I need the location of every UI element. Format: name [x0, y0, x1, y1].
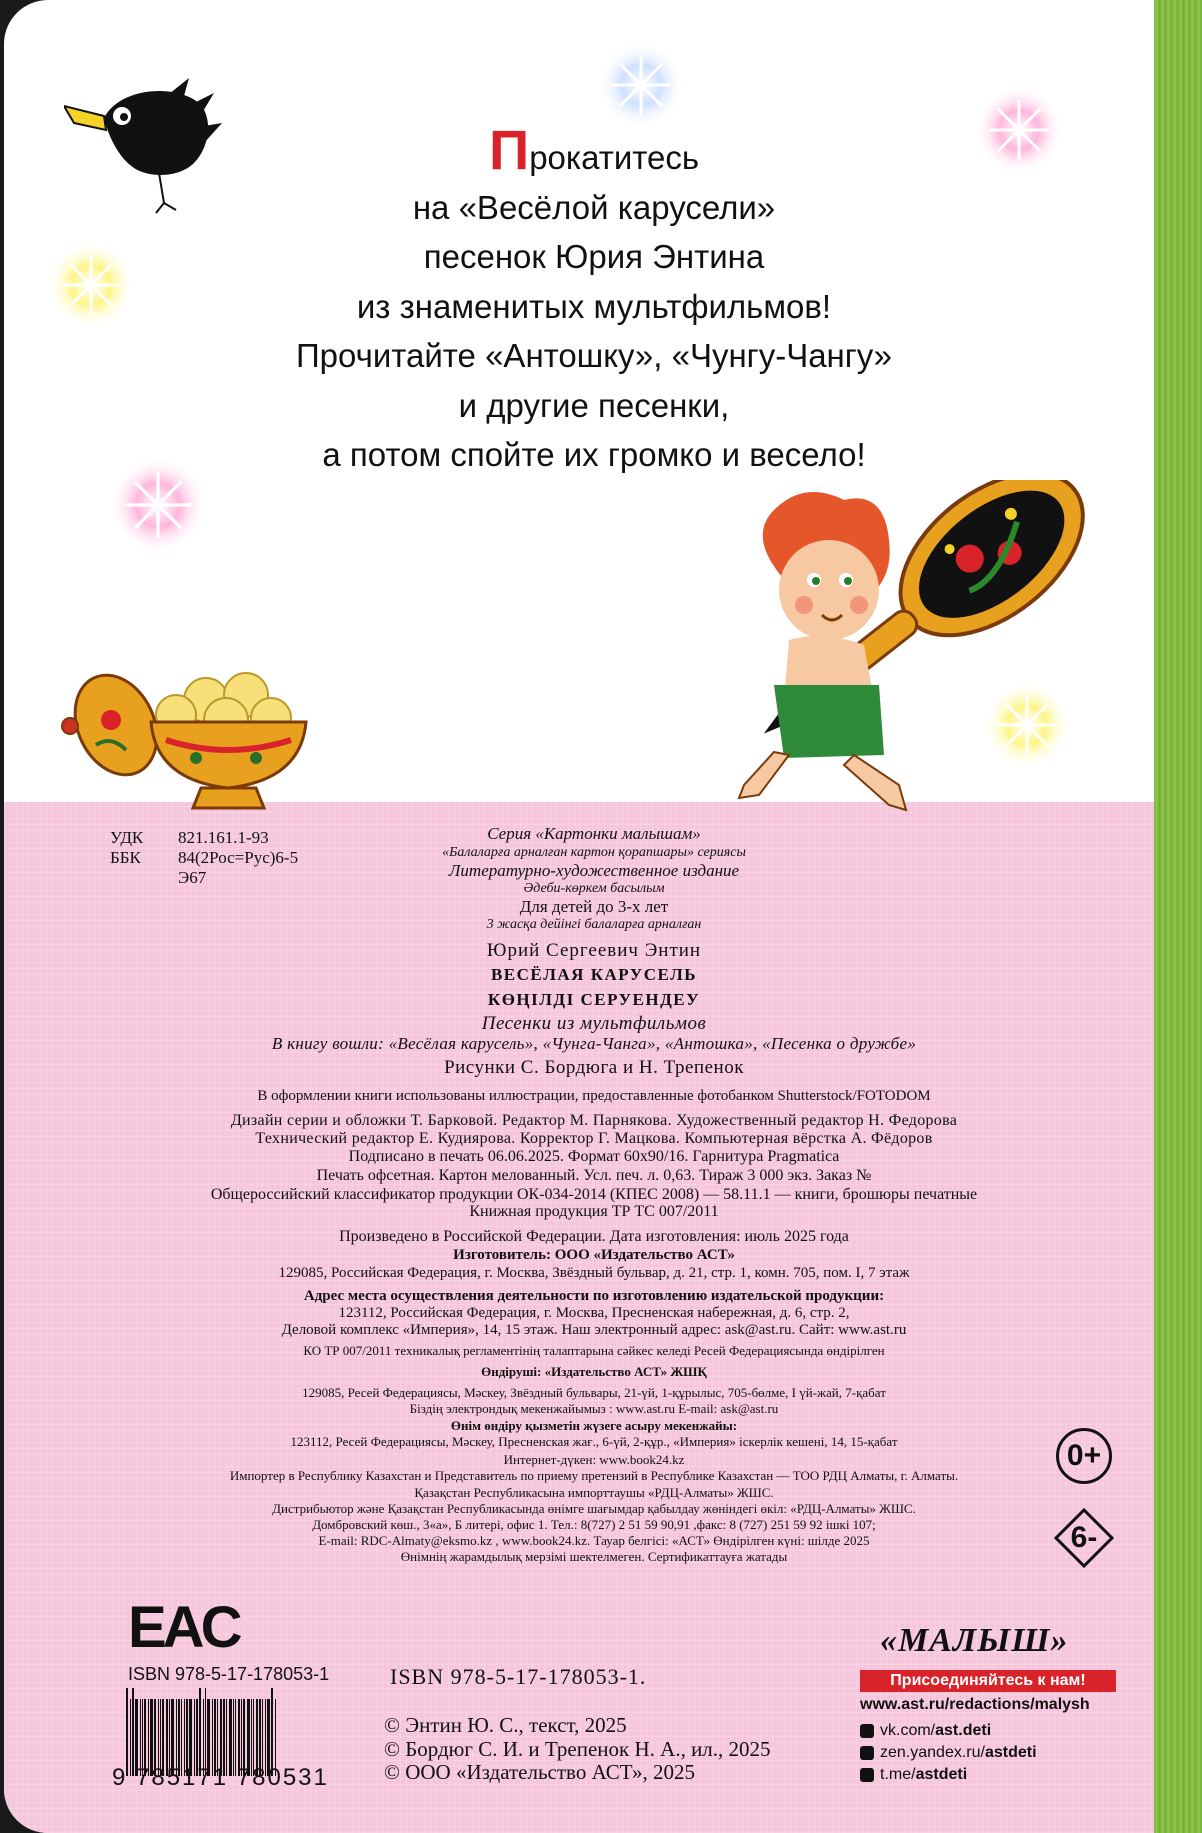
- sparkle-yellow-decoration: [46, 240, 136, 330]
- kz-line-6: 123112, Ресей Федерациясы, Мәскеу, Пресненская жағ., 6-үй, 2-құр., «Империя» іскерлік кешені, 14, 15-қабат: [290, 1434, 898, 1449]
- signed-line: Подписано в печать 06.06.2025. Формат 60x90/16. Гарнитура Pragmatica: [348, 1148, 840, 1165]
- activity-address-1: 123112, Российская Федерация, г. Москва, Пресненская набережная, д. 6, стр. 2,: [338, 1305, 850, 1321]
- author-name: Юрий Сергеевич Энтин: [486, 940, 702, 961]
- isbn-above-barcode: ISBN 978-5-17-178053-1: [128, 1664, 330, 1684]
- illustrators-line: Рисунки С. Бордюга и Н. Трепенок: [444, 1057, 744, 1078]
- barcode-bar: [199, 1688, 201, 1776]
- eac-mark: EAC: [128, 1595, 239, 1660]
- telegram-icon: [860, 1768, 874, 1782]
- kz-line-11: Домбровский көш., 3«а», Б литері, офис 1. Тел.: 8(727) 2 51 59 90,91 ,факс: 8 (727) 251 59 92 ішкі 107;: [312, 1517, 876, 1532]
- green-spine: [1154, 0, 1202, 1833]
- intro-line-5: Прочитайте «Антошку», «Чунгу-Чангу»: [295, 337, 893, 374]
- age-ru-line: Для детей до 3-х лет: [519, 897, 669, 916]
- crow-illustration: [64, 78, 224, 228]
- made-in-line: Произведено в Российской Федерации. Дата изготовления: июль 2025 года: [339, 1228, 849, 1245]
- series-line: Серия «Картонки малышам»: [487, 824, 701, 843]
- copyright-publisher: © ООО «Издательство АСТ», 2025: [384, 1760, 695, 1784]
- maker-address: 129085, Российская Федерация, г. Москва, Звёздный бульвар, д. 21, стр. 1, комн. 705, пом. I, 7 этаж: [278, 1265, 910, 1281]
- isbn-text: ISBN 978-5-17-178053-1.: [390, 1664, 647, 1689]
- tech-line: Технический редактор Е. Кудиярова. Корректор Г. Мацкова. Компьютерная вёрстка А. Фёдоров: [255, 1130, 933, 1147]
- kz-line-10: Дистрибьютор және Қазақстан Республикасында өнімге шағымдар қабылдау жөніндегі өкіл: «РДЦ-Алматы» ЖШС.: [272, 1501, 916, 1516]
- kz-line-9: Қазақстан Республикасына импорттаушы «РДЦ-Алматы» ЖШС.: [414, 1485, 774, 1500]
- drop-cap: П: [488, 118, 530, 181]
- sparkle-pink-decoration: [108, 455, 208, 555]
- classification-codes: УДК 821.161.1-93 ББК 84(2Рос=Рус)6-5 Э67: [110, 828, 299, 887]
- intro-line-2: на «Весёлой карусели»: [412, 188, 776, 226]
- intro-line-7: а потом спойте их громко и весело!: [322, 436, 866, 473]
- age-limit-badge: 6-: [1054, 1508, 1114, 1568]
- kz-line-7: Интернет-дүкен: www.book24.kz: [503, 1452, 685, 1467]
- barcode-bar: [132, 1688, 134, 1776]
- publisher-site-link[interactable]: www.ast.ru/redactions/malysh: [860, 1696, 1090, 1713]
- book-title: ВЕСЁЛАЯ КАРУСЕЛЬ: [490, 965, 698, 984]
- intro-text: [204, 118, 984, 480]
- copyright-text: © Энтин Ю. С., текст, 2025: [384, 1713, 627, 1737]
- join-us-banner: Присоединяйтесь к нам!: [860, 1670, 1116, 1692]
- vk-icon: [860, 1724, 874, 1738]
- age-rating-badge: 0+: [1056, 1428, 1112, 1484]
- zen-icon: [860, 1746, 874, 1760]
- photobank-line: В оформлении книги использованы иллюстрации, предоставленные фотобанком Shutterstock/FOTODOM: [257, 1088, 931, 1104]
- vk-link[interactable]: vk.com/ast.deti: [860, 1722, 991, 1740]
- genre-line: Литературно-художественное издание: [448, 861, 740, 880]
- intro-line-1: Прокатитесь: [488, 118, 700, 181]
- kz-line-8: Импортер в Республику Казахстан и Представитель по приему претензий в Республике Казахстан — ТОО РДЦ Алматы, г. Алматы.: [229, 1468, 959, 1483]
- boy-with-spoon-illustration: [674, 480, 1134, 820]
- barcode: [126, 1688, 348, 1776]
- design-line: Дизайн серии и обложки Т. Барковой. Редактор М. Парнякова. Художественный редактор Н. Федорова: [230, 1112, 958, 1129]
- age-kz-line: 3 жасқа дейінгі балаларға арналған: [486, 917, 702, 932]
- intro-line-3: песенок Юрия Энтина: [423, 238, 765, 275]
- activity-address-2: Деловой комплекс «Империя», 14, 15 этаж. Наш электронный адрес: ask@ast.ru. Сайт: www.ast.ru: [281, 1322, 907, 1338]
- kz-line-4: Біздің электрондық мекенжайымыз : www.ast.ru E-mail: ask@ast.ru: [409, 1401, 779, 1416]
- zen-link[interactable]: zen.yandex.ru/astdeti: [860, 1744, 1037, 1762]
- book-title-kz: КӨҢІЛДІ СЕРУЕНДЕУ: [487, 990, 701, 1009]
- sparkle-pink-decoration: [974, 85, 1064, 175]
- malysh-logo: «МАЛЫШ»: [880, 1622, 1069, 1659]
- telegram-link[interactable]: t.me/astdeti: [860, 1766, 967, 1784]
- print-line: Печать офсетная. Картон мелованный. Усл. печ. л. 0,63. Тираж 3 000 экз. Заказ №: [316, 1167, 872, 1184]
- kz-line-5: Өнім өндіру қызметін жүзеге асыру мекенжайы:: [450, 1418, 738, 1433]
- kz-line-3: 129085, Ресей Федерациясы, Мәскеу, Звёздный бульвары, 21-үй, 1-құрылыс, 705-бөлме, I үй-жай, 7-қабат: [302, 1385, 886, 1400]
- kz-line-13: Өнімнің жарамдылық мерзімі шектелмеген. Сертификаттауға жатады: [400, 1549, 788, 1564]
- barcode-digits: 9 785171 780531: [112, 1764, 329, 1791]
- series-kz-line: «Балаларға арналған картон қорапшары» сериясы: [442, 845, 746, 860]
- book-subtitle: Песенки из мультфильмов: [481, 1013, 707, 1034]
- genre-kz-line: Әдеби-көркем басылым: [523, 881, 665, 896]
- back-cover: [4, 0, 1154, 1833]
- copyright-block: [384, 1714, 771, 1785]
- barcode-bar: [205, 1688, 206, 1776]
- copyright-illustrations: © Бордюг С. И. и Трепенок Н. А., ил., 2025: [384, 1736, 771, 1761]
- okp-line: Общероссийский классификатор продукции ОК-034-2014 (КПЕС 2008) — 58.11.1 — книги, брошюры печатные: [210, 1186, 978, 1203]
- trts-line: Книжная продукция ТР ТС 007/2011: [469, 1203, 719, 1220]
- activity-label: Адрес места осуществления деятельности по изготовлению издательской продукции:: [303, 1288, 885, 1304]
- maker-line: Изготовитель: ООО «Издательство АСТ»: [453, 1247, 735, 1263]
- intro-line-6: и другие песенки,: [458, 386, 730, 424]
- bowl-of-potatoes-illustration: [56, 650, 316, 820]
- kz-line-12: E-mail: RDC-Almaty@eksmo.kz , www.book24.kz. Тауар белгісі: «АСТ» Өндірілген күні: шілде 2025: [318, 1533, 870, 1548]
- barcode-bar: [271, 1688, 273, 1776]
- contents-line: В книгу вошли: «Весёлая карусель», «Чунга-Чанга», «Антошка», «Песенка о дружбе»: [271, 1034, 917, 1053]
- kz-line-1: КО ТР 007/2011 техникалық регламентінің талаптарына сәйкес келеді Ресей Федерациясында өндірілген: [303, 1343, 885, 1358]
- sparkle-blue-decoration: [596, 40, 686, 130]
- kz-line-2: Өндіруші: «Издательство АСТ» ЖШҚ: [481, 1364, 707, 1379]
- barcode-bar: [126, 1688, 128, 1776]
- intro-line-4: из знаменитых мультфильмов!: [356, 287, 832, 325]
